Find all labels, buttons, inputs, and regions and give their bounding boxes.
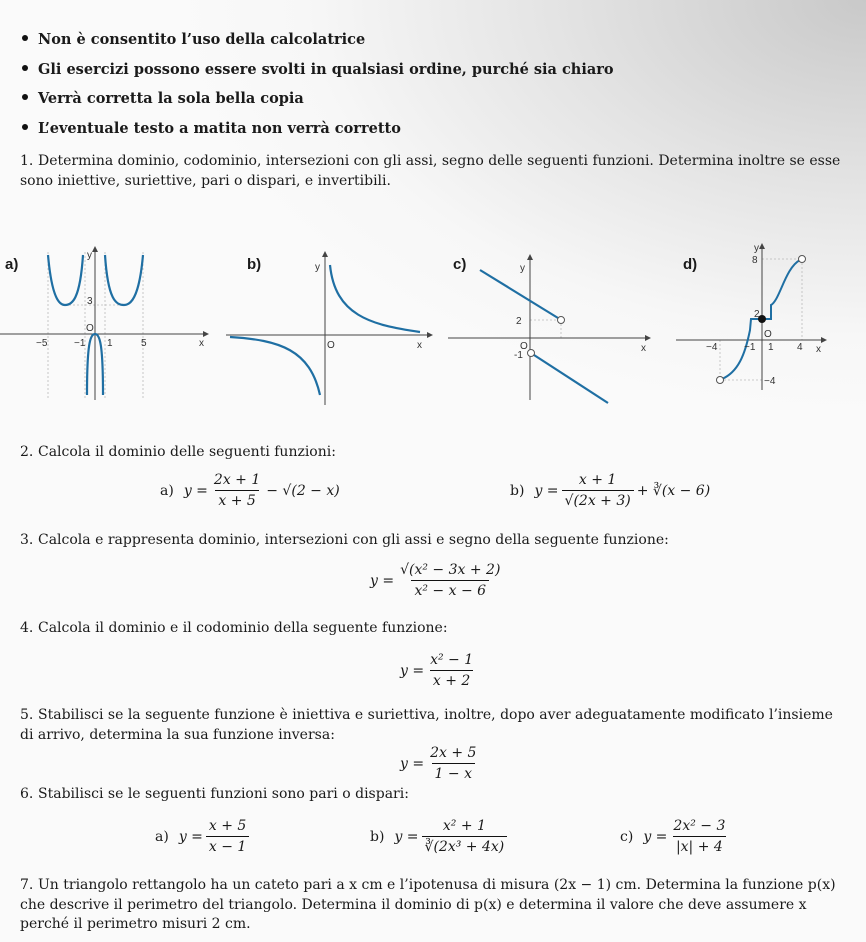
formula-5: [400, 745, 482, 782]
tick-label: 1: [768, 342, 774, 353]
numerator: x + 5: [208, 818, 247, 834]
formula-lhs: y =: [534, 482, 559, 499]
open-point: [799, 256, 806, 263]
graph-c: [448, 255, 650, 403]
open-point: [717, 377, 724, 384]
axis-label: x: [417, 340, 422, 351]
exercise-number: 2.: [20, 444, 34, 460]
item-label: c): [620, 828, 634, 845]
graph-d: [676, 243, 826, 390]
denominator: ∛(2x³ + 4x): [422, 836, 508, 855]
formula-lhs: y =: [394, 828, 419, 845]
formula-term: + ∛(x − 6): [636, 482, 711, 499]
rule-text: Non è consentito l’uso della calcolatrice: [38, 31, 366, 48]
numerator: x² + 1: [442, 818, 486, 834]
axis-label: x: [816, 344, 821, 355]
denominator: x² − x − 6: [411, 580, 489, 599]
exercise-4: [20, 619, 846, 639]
numerator: x + 1: [578, 472, 617, 488]
axis-label: x: [641, 343, 646, 354]
tick-label: −1: [744, 342, 756, 353]
exercise-text: Un triangolo rettangolo ha un cateto pari a x cm e l’ipotenusa di misura (2x − 1) cm. Determina la funzione p(x) che descrive il perimetro del triangolo. Determina il dominio di p(x) e determina il valore che deve assumere x perché il perimetro misuri 2 cm.: [20, 877, 836, 932]
exercise-text: Calcola il dominio e il codominio della seguente funzione:: [38, 620, 448, 636]
tick-label: 4: [797, 342, 803, 353]
item-label: a): [155, 828, 169, 845]
exercise-text: Calcola il dominio delle seguenti funzioni:: [38, 444, 336, 460]
numerator: 2x + 5: [430, 745, 477, 761]
exercise-text: Determina dominio, codominio, intersezioni con gli assi, segno delle seguenti funzioni. Determina inoltre se esse sono iniettive, suriettive, pari o dispari, e invertibili.: [20, 153, 841, 189]
exercise-text: Stabilisci se la seguente funzione è iniettiva e suriettiva, inoltre, dopo aver adeguatamente modificato l’insieme di arrivo, determina la sua funzione inversa:: [20, 707, 833, 743]
formula-lhs: y =: [643, 828, 668, 845]
formula-lhs: y =: [400, 755, 425, 772]
open-point: [528, 350, 535, 357]
axis-label: y: [754, 243, 759, 254]
tick-label: 5: [141, 338, 147, 349]
axis-label: y: [315, 262, 320, 273]
formula-3: [370, 562, 506, 599]
rule-text: Verrà corretta la sola bella copia: [38, 90, 304, 107]
formula-2a: [160, 472, 340, 509]
origin-label: O: [764, 329, 772, 340]
exercise-text: Calcola e rappresenta dominio, intersezioni con gli assi e segno della seguente funzione:: [38, 532, 669, 548]
tick-label: −4: [764, 376, 776, 387]
exercise-number: 6.: [20, 786, 34, 802]
origin-label: O: [520, 341, 528, 352]
formula-lhs: y =: [183, 482, 208, 499]
denominator: x + 5: [215, 490, 258, 509]
numerator: 2x + 1: [213, 472, 261, 488]
formula-4: [400, 652, 479, 689]
formula-6c: [620, 818, 731, 855]
exercise-7: [20, 876, 846, 935]
graph-a-label: a): [5, 256, 19, 273]
origin-label: O: [327, 340, 335, 351]
formula-6a: [155, 818, 252, 855]
graph-c-label: c): [453, 256, 467, 273]
tick-label: 2: [754, 309, 760, 320]
denominator: √(2x + 3): [562, 490, 634, 509]
exercise-6: [20, 785, 846, 805]
tick-label: −1: [74, 338, 86, 349]
function-curve: [480, 270, 608, 403]
open-point: [558, 317, 565, 324]
axis-label: y: [87, 250, 92, 261]
tick-label: −5: [36, 338, 48, 349]
denominator: x − 1: [206, 836, 249, 855]
tick-label: 3: [87, 296, 93, 307]
tick-label: -1: [514, 350, 523, 361]
graph-b-label: b): [247, 256, 262, 273]
item-label: b): [370, 828, 385, 845]
exercise-number: 3.: [20, 532, 34, 548]
formula-lhs: y =: [178, 828, 203, 845]
tick-label: 1: [107, 338, 113, 349]
exercise-number: 1.: [20, 153, 34, 169]
formula-lhs: y =: [370, 572, 395, 589]
exercise-2: [20, 443, 846, 463]
graph-a: [0, 247, 208, 400]
denominator: 1 − x: [432, 763, 475, 782]
numerator: 2x² − 3: [673, 818, 726, 834]
item-label: a): [160, 482, 174, 499]
exercise-number: 4.: [20, 620, 34, 636]
rule-text: Gli esercizi possono essere svolti in qualsiasi ordine, purché sia chiaro: [38, 61, 614, 78]
exercise-number: 7.: [20, 877, 34, 893]
exercise-number: 5.: [20, 707, 34, 723]
exercise-5: [20, 706, 846, 745]
item-label: b): [510, 482, 525, 499]
origin-label: O: [86, 323, 94, 334]
formula-6b: [370, 818, 510, 855]
denominator: |x| + 4: [673, 836, 726, 855]
denominator: x + 2: [430, 670, 473, 689]
formula-term: − √(2 − x): [266, 482, 340, 499]
rule-text: L’eventuale testo a matita non verrà corretto: [38, 120, 401, 137]
axis-label: x: [199, 338, 204, 349]
tick-label: −4: [706, 342, 718, 353]
exercise-3: [20, 531, 846, 551]
formula-lhs: y =: [400, 662, 425, 679]
formula-2b: [510, 472, 710, 509]
exercise-text: Stabilisci se le seguenti funzioni sono pari o dispari:: [38, 786, 409, 802]
graph-b: [226, 252, 432, 405]
tick-label: 2: [516, 316, 522, 327]
tick-label: 8: [752, 255, 758, 266]
graph-d-label: d): [683, 256, 698, 273]
axis-label: y: [520, 263, 525, 274]
numerator: √(x² − 3x + 2): [400, 562, 501, 578]
numerator: x² − 1: [430, 652, 474, 668]
